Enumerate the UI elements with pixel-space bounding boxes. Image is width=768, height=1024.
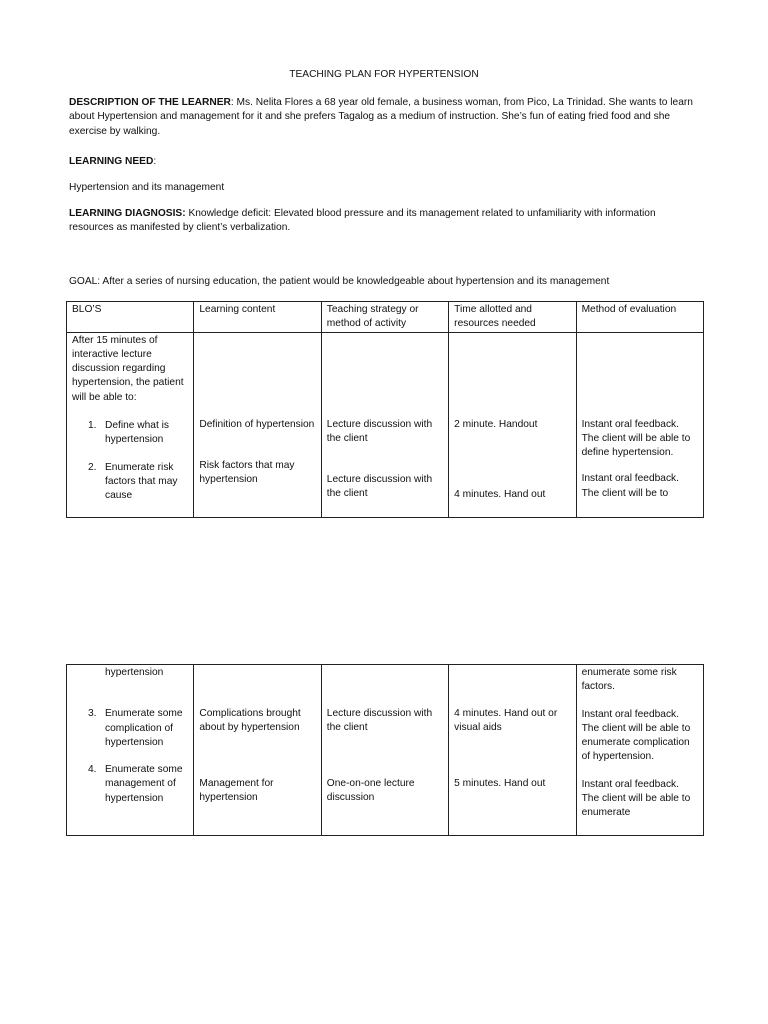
learning-diagnosis-label: LEARNING DIAGNOSIS: <box>69 208 186 219</box>
header-teaching-strategy: Teaching strategy or method of activity <box>321 302 448 333</box>
time-cell: 2 minute. Handout 4 minutes. Hand out <box>449 332 576 517</box>
goal-statement: GOAL: After a series of nursing education, the patient would be knowledgeable about hypertension and its management <box>69 276 610 287</box>
table-row <box>67 332 704 517</box>
teaching-plan-table-part2 <box>66 664 704 836</box>
list-item: 1. Define what is hypertension <box>88 420 169 446</box>
learning-need-text: Hypertension and its management <box>69 182 225 193</box>
learning-need-label: LEARNING NEED <box>69 156 154 167</box>
list-item: 2. Enumerate risk factors that may cause <box>88 461 178 502</box>
strategy-cell: Lecture discussion with the client One-on-one lecture discussion <box>321 665 448 836</box>
blo-cell <box>67 332 194 517</box>
learning-diagnosis-text: Knowledge deficit: Elevated blood pressure and its management related to unfamiliarity with information resources as manifested by client’s verbalization. <box>69 208 656 234</box>
strategy-cell: Lecture discussion with the client Lecture discussion with the client <box>321 332 448 517</box>
evaluation-cell: Instant oral feedback. The client will be able to define hypertension. Instant oral feedback. The client will be to <box>576 332 703 517</box>
header-evaluation: Method of evaluation <box>576 302 703 333</box>
evaluation-continued: enumerate some risk factors. <box>581 667 677 693</box>
teaching-plan-table-part1 <box>66 301 704 518</box>
learning-content-cell: Complications brought about by hypertension Management for hypertension <box>194 665 321 836</box>
header-learning-content: Learning content <box>194 302 321 333</box>
blo-intro: After 15 minutes of interactive lecture discussion regarding hypertension, the patient will be able to: <box>72 334 184 403</box>
table-header-row <box>67 302 704 333</box>
table-row <box>67 665 704 836</box>
blo-continued: hypertension <box>105 667 164 678</box>
learning-need-heading: LEARNING NEED: <box>69 156 157 167</box>
evaluation-cell: enumerate some risk factors. Instant oral feedback. The client will be able to enumerate complication of hypertension. Instant oral feedback. The client will be able to enumerate <box>576 665 703 836</box>
header-time-allotted: Time allotted and resources needed <box>449 302 576 333</box>
time-cell: 4 minutes. Hand out or visual aids 5 minutes. Hand out <box>449 665 576 836</box>
blo-cell <box>67 665 194 836</box>
learning-diagnosis <box>69 207 699 236</box>
header-blos: BLO’S <box>67 302 194 333</box>
list-item: 3. Enumerate some complication of hypertension <box>88 708 183 748</box>
list-item: 4. Enumerate some management of hypertension <box>88 764 183 804</box>
learner-description-label: DESCRIPTION OF THE LEARNER <box>69 97 231 108</box>
learning-content-cell: Definition of hypertension Risk factors that may hypertension <box>194 332 321 517</box>
learner-description <box>69 96 699 139</box>
learner-description-text: : Ms. Nelita Flores a 68 year old female, a business woman, from Pico, La Trinidad. She wants to learn about Hypertension and management for it and she prefers Tagalog as a medium of instruction. She’s fun of eating fried food and she exercise by walking. <box>69 97 693 137</box>
page-title: TEACHING PLAN FOR HYPERTENSION <box>289 69 479 80</box>
